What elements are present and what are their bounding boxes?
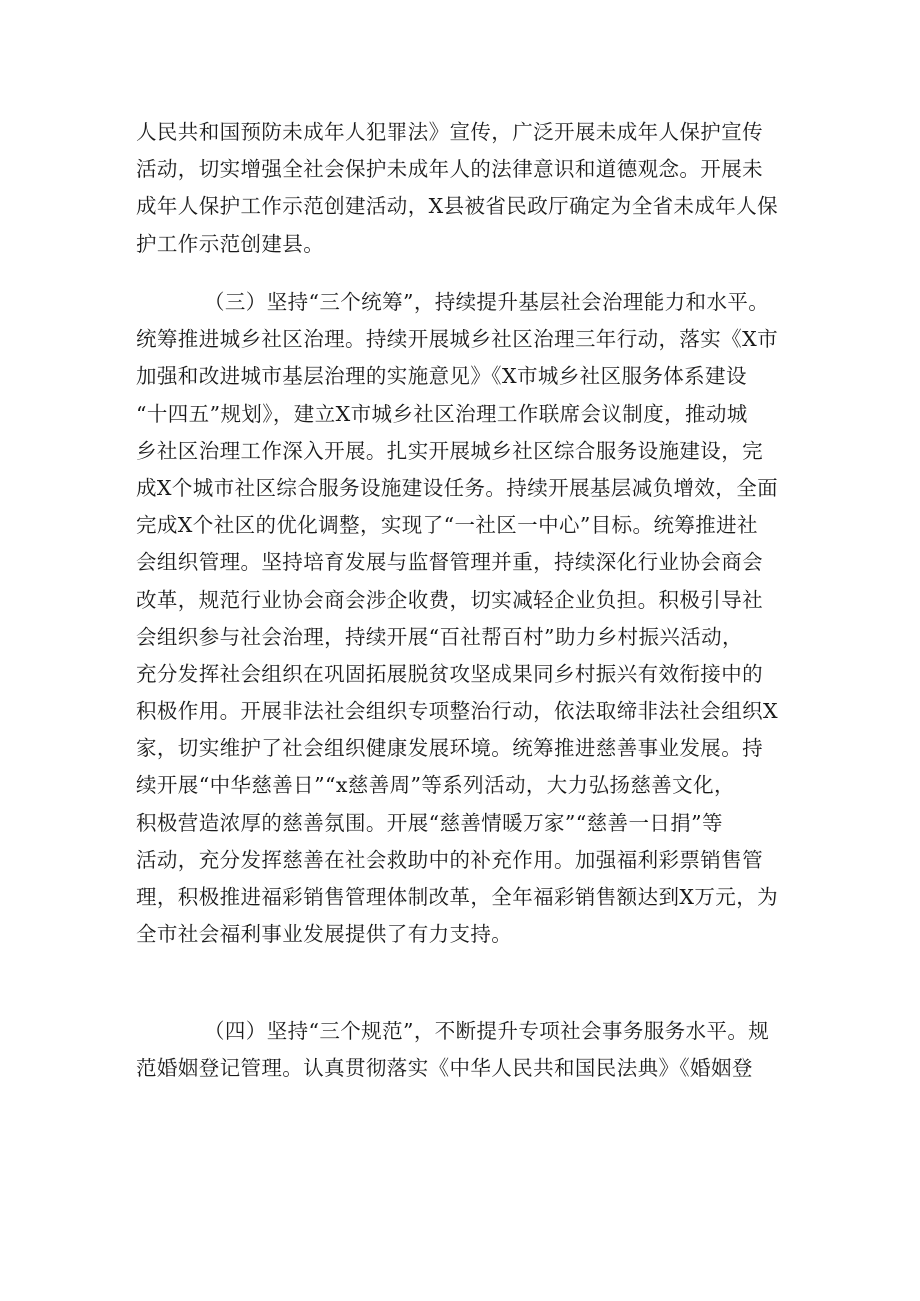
section-heading-line: （三）坚持“三个统筹”，持续提升基层社会治理能力和水平。 <box>204 290 770 314</box>
text-line: 活动，充分发挥慈善在社会救助中的补充作用。加强福利彩票销售管 <box>136 847 763 872</box>
text-line: 统筹推进城乡社区治理。持续开展城乡社区治理三年行动，落实《X市 <box>136 327 778 352</box>
text-line: “十四五”规划》，建立X市城乡社区治理工作联席会议制度，推动城 <box>136 401 748 426</box>
text-line: 人民共和国预防未成年人犯罪法》宣传，广泛开展未成年人保护宣传 <box>136 120 763 144</box>
paragraph-section-three <box>136 284 796 953</box>
text-line: 理，积极推进福彩销售管理体制改革，全年福彩销售额达到X万元，为 <box>136 885 778 909</box>
text-line: 续开展“中华慈善日”“x慈善周”等系列活动，大力弘扬慈善文化， <box>136 773 735 798</box>
section-heading-line: （四）坚持“三个规范”，不断提升专项社会事务服务水平。规 <box>204 1019 770 1043</box>
text-line: 充分发挥社会组织在巩固拓展脱贫攻坚成果同乡村振兴有效衔接中的 <box>136 661 763 686</box>
text-line: 活动，切实增强全社会保护未成年人的法律意识和道德观念。开展未 <box>136 157 763 182</box>
text-line: 乡社区治理工作深入开展。扎实开展城乡社区综合服务设施建设，完 <box>136 438 763 463</box>
text-line: 积极作用。开展非法社会组织专项整治行动，依法取缔非法社会组织X <box>136 699 778 724</box>
text-line: 范婚姻登记管理。认真贯彻落实《中华人民共和国民法典》《婚姻登 <box>136 1056 753 1081</box>
text-line: 完成X个社区的优化调整，实现了“一社区一中心”目标。统筹推进社 <box>136 513 758 538</box>
paragraph-section-four <box>136 1013 796 1087</box>
text-line: 家，切实维护了社会组织健康发展环境。统筹推进慈善事业发展。持 <box>136 736 763 761</box>
text-line: 全市社会福利事业发展提供了有力支持。 <box>136 922 513 947</box>
text-line: 成年人保护工作示范创建活动，X县被省民政厅确定为全省未成年人保 <box>136 194 778 219</box>
text-line: 加强和改进城市基层治理的实施意见》《X市城乡社区服务体系建设 <box>136 364 747 389</box>
paragraph-minor-protection <box>136 114 796 263</box>
text-line: 会组织参与社会治理，持续开展“百社帮百村”助力乡村振兴活动， <box>136 624 743 649</box>
text-line: 改革，规范行业协会商会涉企收费，切实减轻企业负担。积极引导社 <box>136 587 763 612</box>
text-line: 护工作示范创建县。 <box>136 231 325 256</box>
text-line: 会组织管理。坚持培育发展与监督管理并重，持续深化行业协会商会 <box>136 550 763 575</box>
text-line: 积极营造浓厚的慈善氛围。开展“慈善情暖万家”“慈善一日捐”等 <box>136 810 723 835</box>
text-line: 成X个城市社区综合服务设施建设任务。持续开展基层减负增效，全面 <box>136 475 778 500</box>
